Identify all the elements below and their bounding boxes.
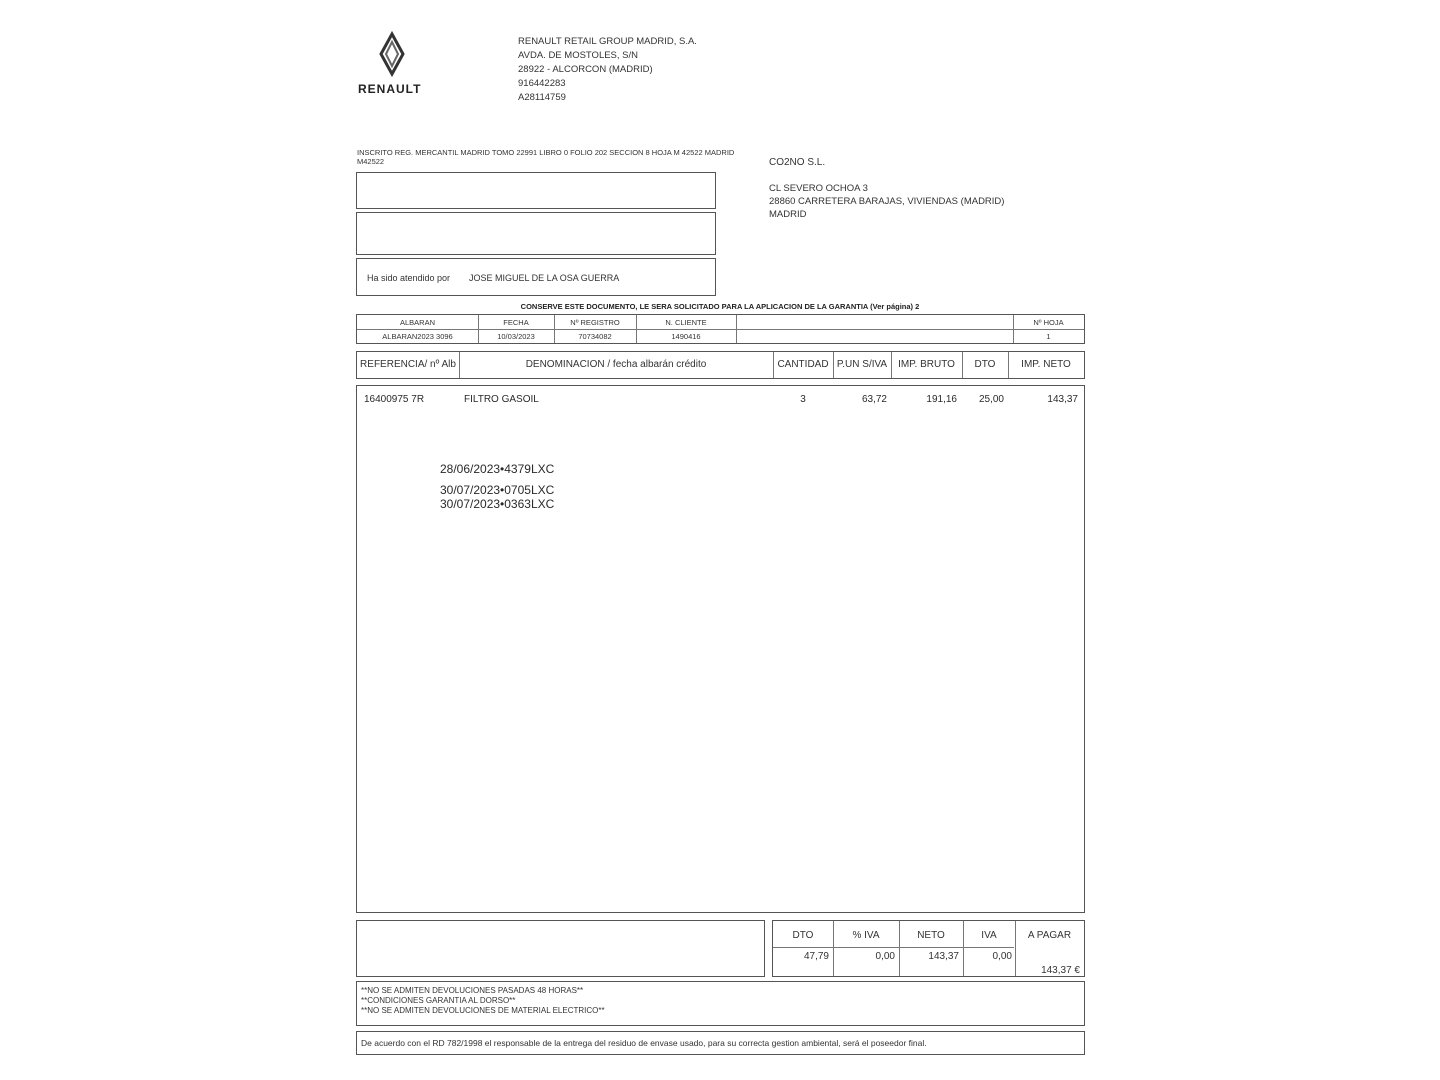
info-value-fecha: 10/03/2023 [497,332,535,341]
note-warranty: **CONDICIONES GARANTIA AL DORSO** [361,996,516,1005]
summary-value-iva: 0,00 [992,951,1012,962]
info-value-albaran: ALBARAN2023 3096 [382,332,453,341]
notes-box [356,981,1085,1026]
credit-ref: 30/07/2023•0363LXC [440,497,555,511]
summary-box [772,920,1085,977]
header-precio: P.UN S/IVA [836,359,888,370]
credit-ref: 28/06/2023•4379LXC [440,462,555,476]
customer-city: 28860 CARRETERA BARAJAS, VIVIENDAS (MADRID) [769,196,1005,207]
info-header-cliente: N. CLIENTE [665,318,707,327]
summary-header-apagar: A PAGAR [1027,930,1072,941]
header-denominacion: DENOMINACION / fecha albarán crédito [525,359,707,370]
registry-text: INSCRITO REG. MERCANTIL MADRID TOMO 22991 LIBRO 0 FOLIO 202 SECCION 8 HOJA M 42522 MADRID M42522 [357,148,735,166]
item-referencia: 16400975 7R [364,394,425,405]
header-referencia: REFERENCIA/ nº Alb [360,359,456,370]
summary-total: 143,37 € [1041,965,1080,976]
item-cantidad: 3 [800,394,806,405]
footer-box [356,1031,1085,1055]
footer-legal-text: De acuerdo con el RD 782/1998 el responsable de la entrega del residuo de envase usado, para su correcta gestion ambiental, será el poseedor final. [361,1038,927,1048]
note-electric: **NO SE ADMITEN DEVOLUCIONES DE MATERIAL ELECTRICO** [361,1006,605,1015]
attended-label: Ha sido atendido por [367,273,451,283]
header-neto: IMP. NETO [1021,359,1071,370]
summary-header-iva: IVA [981,930,997,941]
notes-list [361,986,605,1016]
customer-street: CL SEVERO OCHOA 3 [769,183,868,194]
attended-name: JOSE MIGUEL DE LA OSA GUERRA [469,273,620,283]
item-dto: 25,00 [978,394,1004,405]
info-value-registro: 70734082 [578,332,612,341]
info-header-albaran: ALBARAN [399,318,435,327]
header-bruto: IMP. BRUTO [898,359,955,370]
customer-province: MADRID [769,209,807,220]
summary-header-iva-pct: % IVA [852,930,880,941]
summary-value-iva-pct: 0,00 [875,951,895,962]
note-returns: **NO SE ADMITEN DEVOLUCIONES PASADAS 48 HORAS** [361,986,584,995]
header-cantidad: CANTIDAD [777,359,829,370]
company-info [518,35,697,105]
info-table [356,314,1085,344]
address-box-1 [356,172,716,209]
lines-body [356,385,1085,913]
item-bruto: 191,16 [926,394,957,405]
company-street: AVDA. DE MOSTOLES, S/N [518,50,639,61]
company-cif: A28114759 [518,92,566,103]
attended-box [356,258,716,296]
customer-name: CO2NO S.L. [769,157,826,168]
info-header-fecha: FECHA [503,318,529,327]
info-header-registro: Nº REGISTRO [570,318,620,327]
lines-header [356,351,1085,379]
summary-header-neto: NETO [917,930,945,941]
info-value-hoja: 1 [1046,332,1051,341]
company-phone: 916442283 [518,78,566,89]
company-city: 28922 - ALCORCON (MADRID) [518,64,653,75]
item-neto: 143,37 [1047,394,1078,405]
summary-header-dto: DTO [792,930,814,941]
renault-logo [356,30,436,98]
observations-box [356,920,765,977]
brand-wordmark: RENAULT [358,82,422,96]
info-value-cliente: 1490416 [671,332,701,341]
summary-value-dto: 47,79 [803,951,829,962]
credit-ref: 30/07/2023•0705LXC [440,483,555,497]
address-box-2 [356,212,716,255]
company-name: RENAULT RETAIL GROUP MADRID, S.A. [518,36,697,47]
item-denominacion: FILTRO GASOIL [464,394,539,405]
warranty-notice: CONSERVE ESTE DOCUMENTO, LE SERA SOLICITADO PARA LA APLICACION DE LA GARANTIA (Ver página) 2 [520,302,920,311]
renault-diamond-icon [356,30,436,78]
customer-address [769,182,1004,221]
item-precio: 63,72 [861,394,887,405]
summary-value-neto: 143,37 [928,951,959,962]
info-header-hoja: Nº HOJA [1033,318,1064,327]
header-dto: DTO [974,359,996,370]
